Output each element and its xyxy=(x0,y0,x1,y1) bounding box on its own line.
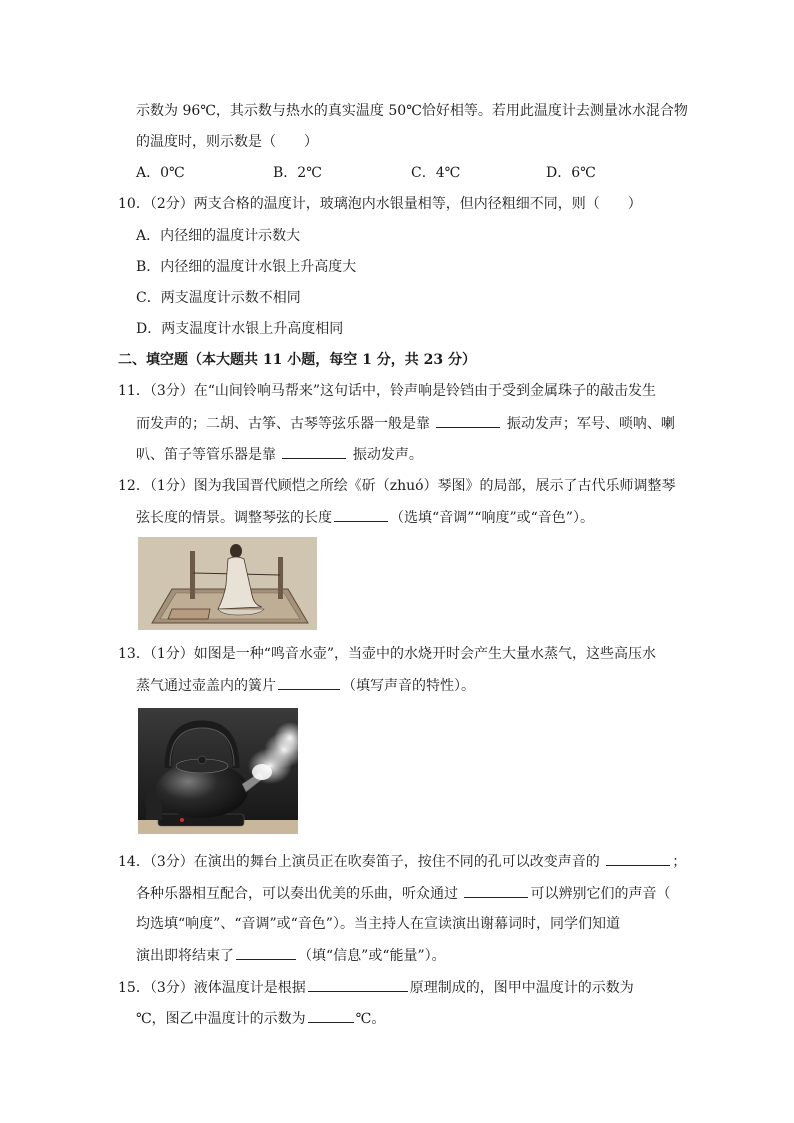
q14-line2-text-b: 可以辨别它们的声音（ xyxy=(530,886,671,902)
q15-line2-text-a: ℃，图乙中温度计的示数为 xyxy=(136,1011,306,1027)
q11-line2 xyxy=(136,413,675,434)
q9-stem-line2: 的温度时，则示数是（ ） xyxy=(136,134,318,150)
q12-line2 xyxy=(136,507,594,528)
q14-line2-text-a: 各种乐器相互配合，可以奏出优美的乐曲，听众通过 xyxy=(136,886,458,902)
q15-blank-1[interactable] xyxy=(308,977,408,992)
guqin-painting-image xyxy=(138,537,317,630)
q14-line4 xyxy=(136,945,446,966)
q14-line4-text-a: 演出即将结束了 xyxy=(136,948,234,964)
q12-blank[interactable] xyxy=(334,507,388,522)
q15-line2 xyxy=(136,1008,385,1029)
q9-option-a: A．0℃ xyxy=(136,165,185,181)
q12-line2-text-a: 弦长度的情景。调整琴弦的长度 xyxy=(136,510,332,526)
q11-line3-text-b: 振动发声。 xyxy=(352,447,423,463)
kettle-photo-image xyxy=(138,708,298,834)
q14-line4-text-b: （填“信息”或“能量”）。 xyxy=(298,948,446,964)
q13-line2 xyxy=(136,675,475,696)
section-title: 二、填空题（本大题共 11 小题，每空 1 分，共 23 分） xyxy=(118,352,476,368)
q13-line1: 13．（1分）如图是一种“鸣音水壶”，当壶中的水烧开时会产生大量水蒸气，这些高压水 xyxy=(118,646,657,662)
q15-line1-text-a: 15．（3分）液体温度计是根据 xyxy=(118,980,306,996)
q9-stem-line1: 示数为 96℃，其示数与热水的真实温度 50℃恰好相等。若用此温度计去测量冰水混合物 xyxy=(136,103,688,119)
q15-line2-text-b: ℃。 xyxy=(355,1011,386,1027)
q14-line3: 均选填“响度”、“音调”或“音色”）。当主持人在宣读演出谢幕词时，同学们知道 xyxy=(136,916,620,932)
q10-option-a: A．内径细的温度计示数大 xyxy=(136,228,301,244)
q11-line3 xyxy=(136,444,423,465)
q10-stem: 10．（2分）两支合格的温度计，玻璃泡内水银量相等，但内径粗细不同，则（ ） xyxy=(118,196,642,212)
q11-blank-2[interactable] xyxy=(282,444,346,459)
q11-line2-text-b: 振动发声；军号、唢呐、喇 xyxy=(506,416,675,432)
q14-blank-1[interactable] xyxy=(606,851,670,866)
q14-line1-text-b: ； xyxy=(672,854,687,870)
q11-blank-1[interactable] xyxy=(436,413,500,428)
q14-blank-3[interactable] xyxy=(236,945,296,960)
q10-option-c: C．两支温度计示数不相同 xyxy=(136,290,301,306)
q14-blank-2[interactable] xyxy=(464,883,528,898)
q11-line3-text-a: 叭、笛子等管乐器是靠 xyxy=(136,447,276,463)
q12-line2-text-b: （选填“音调”“响度”或“音色”）。 xyxy=(390,510,594,526)
q15-line1-text-b: 原理制成的，图甲中温度计的示数为 xyxy=(409,980,634,996)
q9-option-d: D．6℃ xyxy=(546,165,596,181)
q13-line2-text-a: 蒸气通过壶盖内的簧片 xyxy=(136,678,276,694)
q11-line2-text-a: 而发声的；二胡、古筝、古琴等弦乐器一般是靠 xyxy=(136,416,430,432)
whistling-kettle-illustration xyxy=(138,708,298,834)
q13-blank[interactable] xyxy=(278,675,340,690)
q15-line1 xyxy=(118,977,634,998)
q14-line1-text-a: 14．（3分）在演出的舞台上演员正在吹奏笛子，按住不同的孔可以改变声音的 xyxy=(118,854,600,870)
q10-option-d: D．两支温度计水银上升高度相同 xyxy=(136,321,344,337)
q9-option-b: B．2℃ xyxy=(273,165,322,181)
q13-line2-text-b: （填写声音的特性）。 xyxy=(342,678,475,694)
q12-line1: 12．（1分）图为我国晋代顾恺之所绘《斫（zhuó）琴图》的局部，展示了古代乐师调整琴 xyxy=(118,478,676,494)
q10-option-b: B．内径细的温度计水银上升高度大 xyxy=(136,259,357,275)
guqin-painting-illustration xyxy=(138,537,317,630)
q15-blank-2[interactable] xyxy=(308,1008,354,1023)
q14-line2 xyxy=(136,883,670,904)
q14-line1 xyxy=(118,851,686,872)
q9-option-c: C．4℃ xyxy=(411,165,461,181)
q11-line1: 11．（3分）在“山间铃响马帮来”这句话中，铃声响是铃铛由于受到金属珠子的敲击发生 xyxy=(118,383,657,399)
